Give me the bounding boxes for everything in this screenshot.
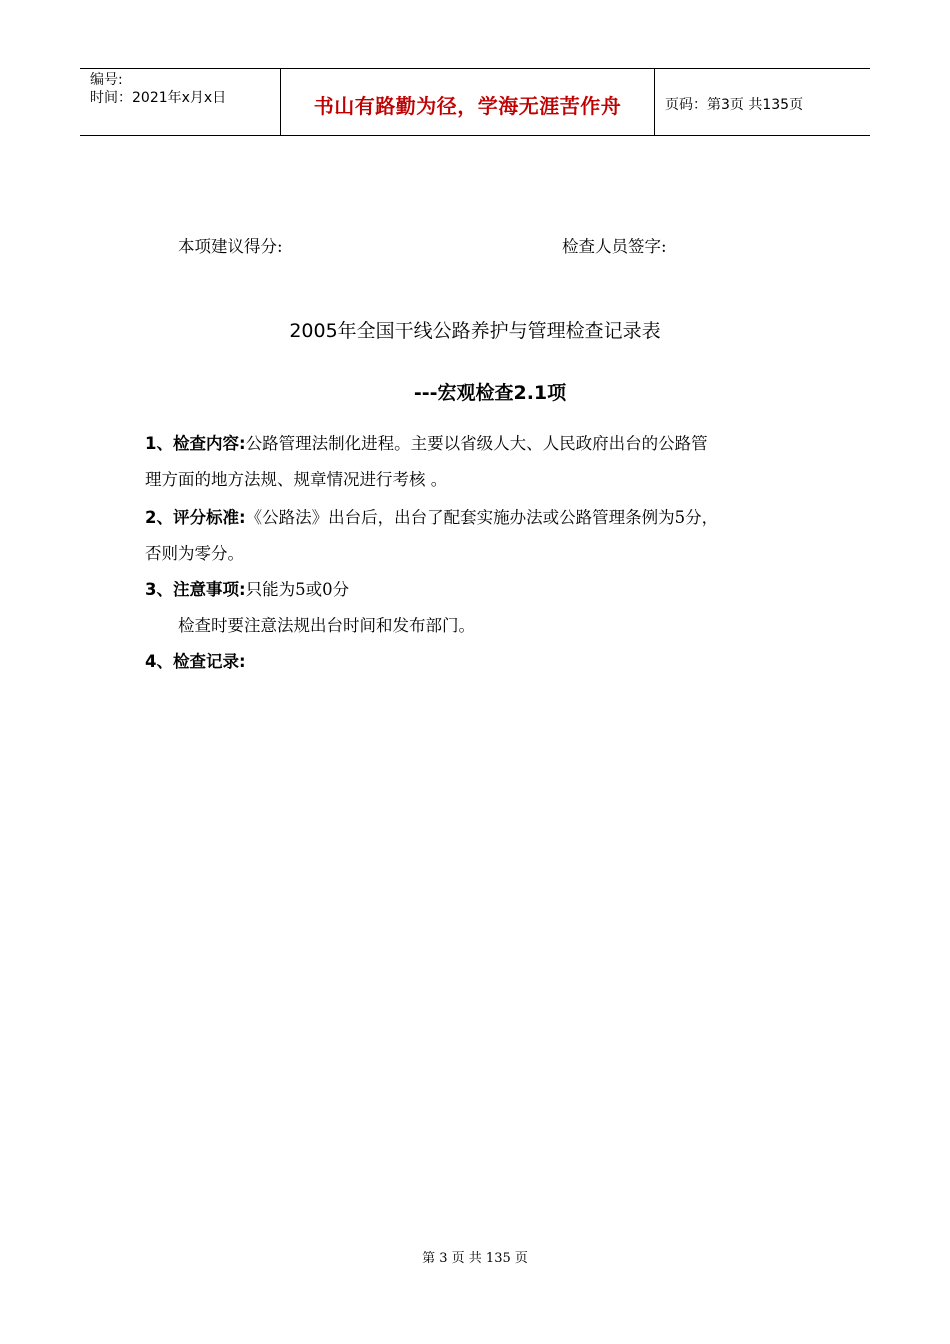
item-1-body: 公路管理法制化进程。主要以省级人大、人民政府出台的公路管 <box>245 434 708 453</box>
item-3-line-2: 检查时要注意法规出台时间和发布部门。 <box>178 616 475 635</box>
item-3-body: 只能为5或0分 <box>245 580 350 599</box>
item-3-line-1 <box>145 576 349 600</box>
score-label: 本项建议得分: <box>178 237 283 256</box>
item-4-line-1 <box>145 648 246 672</box>
item-2-line-2: 否则为零分。 <box>145 544 244 563</box>
item-4-heading: 4、检查记录: <box>145 652 246 671</box>
item-1-line-2: 理方面的地方法规、规章情况进行考核 。 <box>145 470 448 489</box>
item-1-line-1 <box>145 430 708 454</box>
header-meta-cell <box>80 69 281 135</box>
item-2-body: 《公路法》出台后，出台了配套实施办法或公路管理条例为5分， <box>245 508 719 527</box>
number-label: 编号: <box>90 72 123 88</box>
page-title: 2005年全国干线公路养护与管理检查记录表 <box>289 320 661 342</box>
item-2-heading: 2、评分标准: <box>145 508 246 527</box>
item-1-heading: 1、检查内容: <box>145 434 246 453</box>
header-page-info: 页码：第3页 共135页 <box>665 97 804 113</box>
item-3-heading: 3、注意事项: <box>145 580 246 599</box>
document-header <box>80 68 870 136</box>
date-label: 时间：2021年x月x日 <box>90 90 227 106</box>
header-motto: 书山有路勤为径，学海无涯苦作舟 <box>281 69 655 135</box>
item-2-line-1 <box>145 504 718 528</box>
page-footer: 第 3 页 共 135 页 <box>422 1251 528 1266</box>
page-subtitle: ---宏观检查2.1项 <box>413 382 567 404</box>
signature-label: 检查人员签字: <box>562 237 667 256</box>
